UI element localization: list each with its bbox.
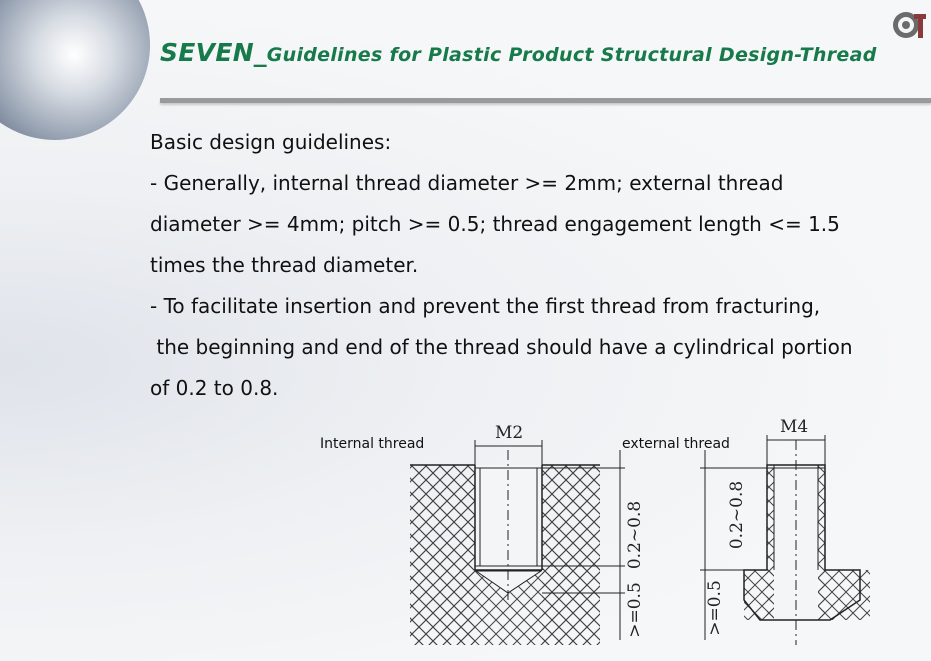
internal-min-dimension: >=0.5	[625, 582, 645, 638]
external-min-dimension: >=0.5	[705, 580, 725, 636]
text-line: Basic design guidelines:	[150, 130, 392, 154]
page-title	[160, 38, 877, 67]
title-prefix: SEVEN_	[160, 38, 267, 67]
text-line: of 0.2 to 0.8.	[150, 376, 279, 400]
internal-size-label: M2	[495, 423, 524, 443]
thread-diagram	[300, 410, 900, 661]
internal-thread-label: Internal thread	[320, 436, 425, 452]
text-line: - Generally, internal thread diameter >= 2mm; external thread	[150, 171, 784, 195]
internal-thread-drawing	[410, 440, 625, 645]
text-line: times the thread diameter.	[150, 253, 419, 277]
external-range-dimension: 0.2~0.8	[727, 480, 747, 550]
internal-range-dimension: 0.2~0.8	[625, 500, 645, 570]
company-logo-icon	[892, 8, 926, 42]
title-main: Guidelines for Plastic Product Structural Design-Thread	[266, 44, 877, 66]
text-line: the beginning and end of the thread should have a cylindrical portion	[150, 335, 853, 359]
text-line: diameter >= 4mm; pitch >= 0.5; thread engagement length <= 1.5	[150, 212, 840, 236]
external-thread-label: external thread	[622, 436, 730, 452]
external-thread-drawing	[700, 435, 870, 645]
external-size-label: M4	[780, 417, 809, 437]
title-divider	[160, 98, 931, 103]
text-line: - To facilitate insertion and prevent the first thread from fracturing,	[150, 294, 821, 318]
